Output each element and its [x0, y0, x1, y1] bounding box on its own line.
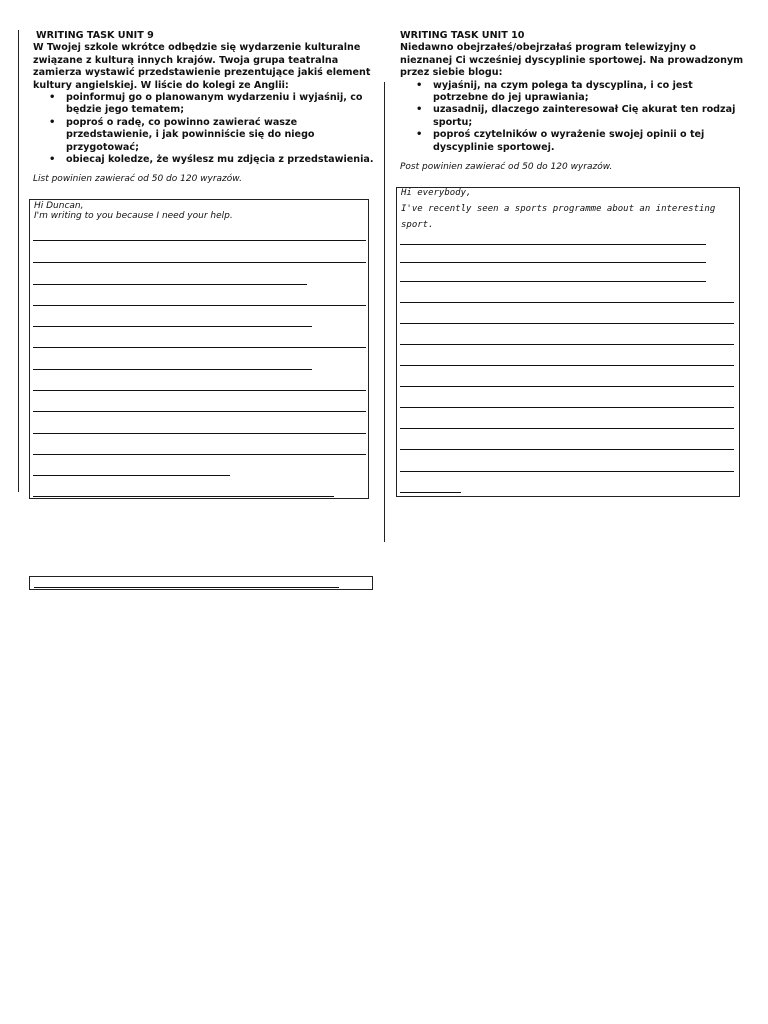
writing-line	[400, 407, 734, 408]
task-9-word-requirement: List powinien zawierać od 50 do 120 wyrazów.	[33, 174, 242, 185]
task-9-bullet-list	[33, 92, 378, 166]
task-9-title: WRITING TASK UNIT 9	[36, 30, 154, 41]
column-divider-rule	[384, 82, 385, 542]
writing-line	[400, 428, 734, 429]
task-10-word-requirement: Post powinien zawierać od 50 do 120 wyrazów.	[400, 162, 613, 173]
task-9-answer-box[interactable]	[29, 199, 369, 499]
task-9-greeting: Hi Duncan,	[34, 201, 84, 211]
writing-line	[34, 587, 339, 588]
writing-line	[33, 369, 312, 370]
task-10-intro: Niedawno obejrzałeś/obejrzałaś program telewizyjny o nieznanej Ci wcześniej dyscyplinie sportowej. Na prowadzonym przez siebie blogu:	[400, 42, 744, 79]
writing-line	[33, 454, 366, 455]
task-9-section	[33, 30, 378, 186]
task-9-intro: W Twojej szkole wkrótce odbędzie się wydarzenie kulturalne związane z kulturą innych krajów. Twoja grupa teatralna zamierza wystawić przedstawienie prezentujące jakiś element kultury angielskiej. W liście do kolegi ze Anglii:	[33, 42, 371, 91]
writing-line	[400, 344, 734, 345]
writing-line	[400, 449, 734, 450]
writing-line	[33, 496, 334, 497]
task-10-bullet-list	[400, 80, 745, 154]
task-10-bullet: • poproś czytelników o wyrażenie swojej opinii o tej dyscyplinie sportowej.	[400, 129, 745, 154]
writing-line	[33, 240, 366, 241]
writing-line	[33, 326, 312, 327]
writing-line	[33, 475, 230, 476]
writing-line	[33, 262, 366, 263]
writing-line	[33, 305, 366, 306]
writing-line	[400, 365, 734, 366]
task-9-bullet: • poproś o radę, co powinno zawierać wasze przedstawienie, i jak powinniście się do niego przygotować;	[33, 117, 378, 154]
writing-line	[33, 347, 366, 348]
writing-line	[400, 471, 734, 472]
writing-line	[400, 281, 706, 282]
task-10-opening-line: I've recently seen a sports programme about an interesting sport.	[401, 204, 716, 230]
writing-line	[400, 302, 734, 303]
task-10-section	[400, 30, 745, 173]
task-10-bullet: • uzasadnij, dlaczego zainteresował Cię akurat ten rodzaj sportu;	[400, 104, 745, 129]
writing-line	[400, 262, 706, 263]
extra-answer-box[interactable]	[29, 576, 373, 590]
task-9-opening-line: I'm writing to you because I need your help.	[34, 211, 233, 221]
task-9-bullet: • obiecaj koledze, że wyślesz mu zdjęcia z przedstawienia.	[33, 154, 378, 166]
writing-line	[33, 411, 366, 412]
writing-line	[400, 244, 706, 245]
left-margin-rule	[18, 30, 19, 492]
writing-line	[400, 492, 461, 493]
task-10-answer-box[interactable]	[396, 187, 740, 497]
task-10-greeting: Hi everybody,	[401, 188, 472, 198]
writing-line	[400, 386, 734, 387]
task-9-bullet: • poinformuj go o planowanym wydarzeniu i wyjaśnij, co będzie jego tematem;	[33, 92, 378, 117]
task-10-title: WRITING TASK UNIT 10	[400, 30, 525, 41]
writing-line	[33, 284, 307, 285]
writing-line	[400, 323, 734, 324]
writing-line	[33, 390, 366, 391]
writing-line	[33, 433, 366, 434]
task-10-bullet: • wyjaśnij, na czym polega ta dyscyplina, i co jest potrzebne do jej uprawiania;	[400, 80, 745, 105]
